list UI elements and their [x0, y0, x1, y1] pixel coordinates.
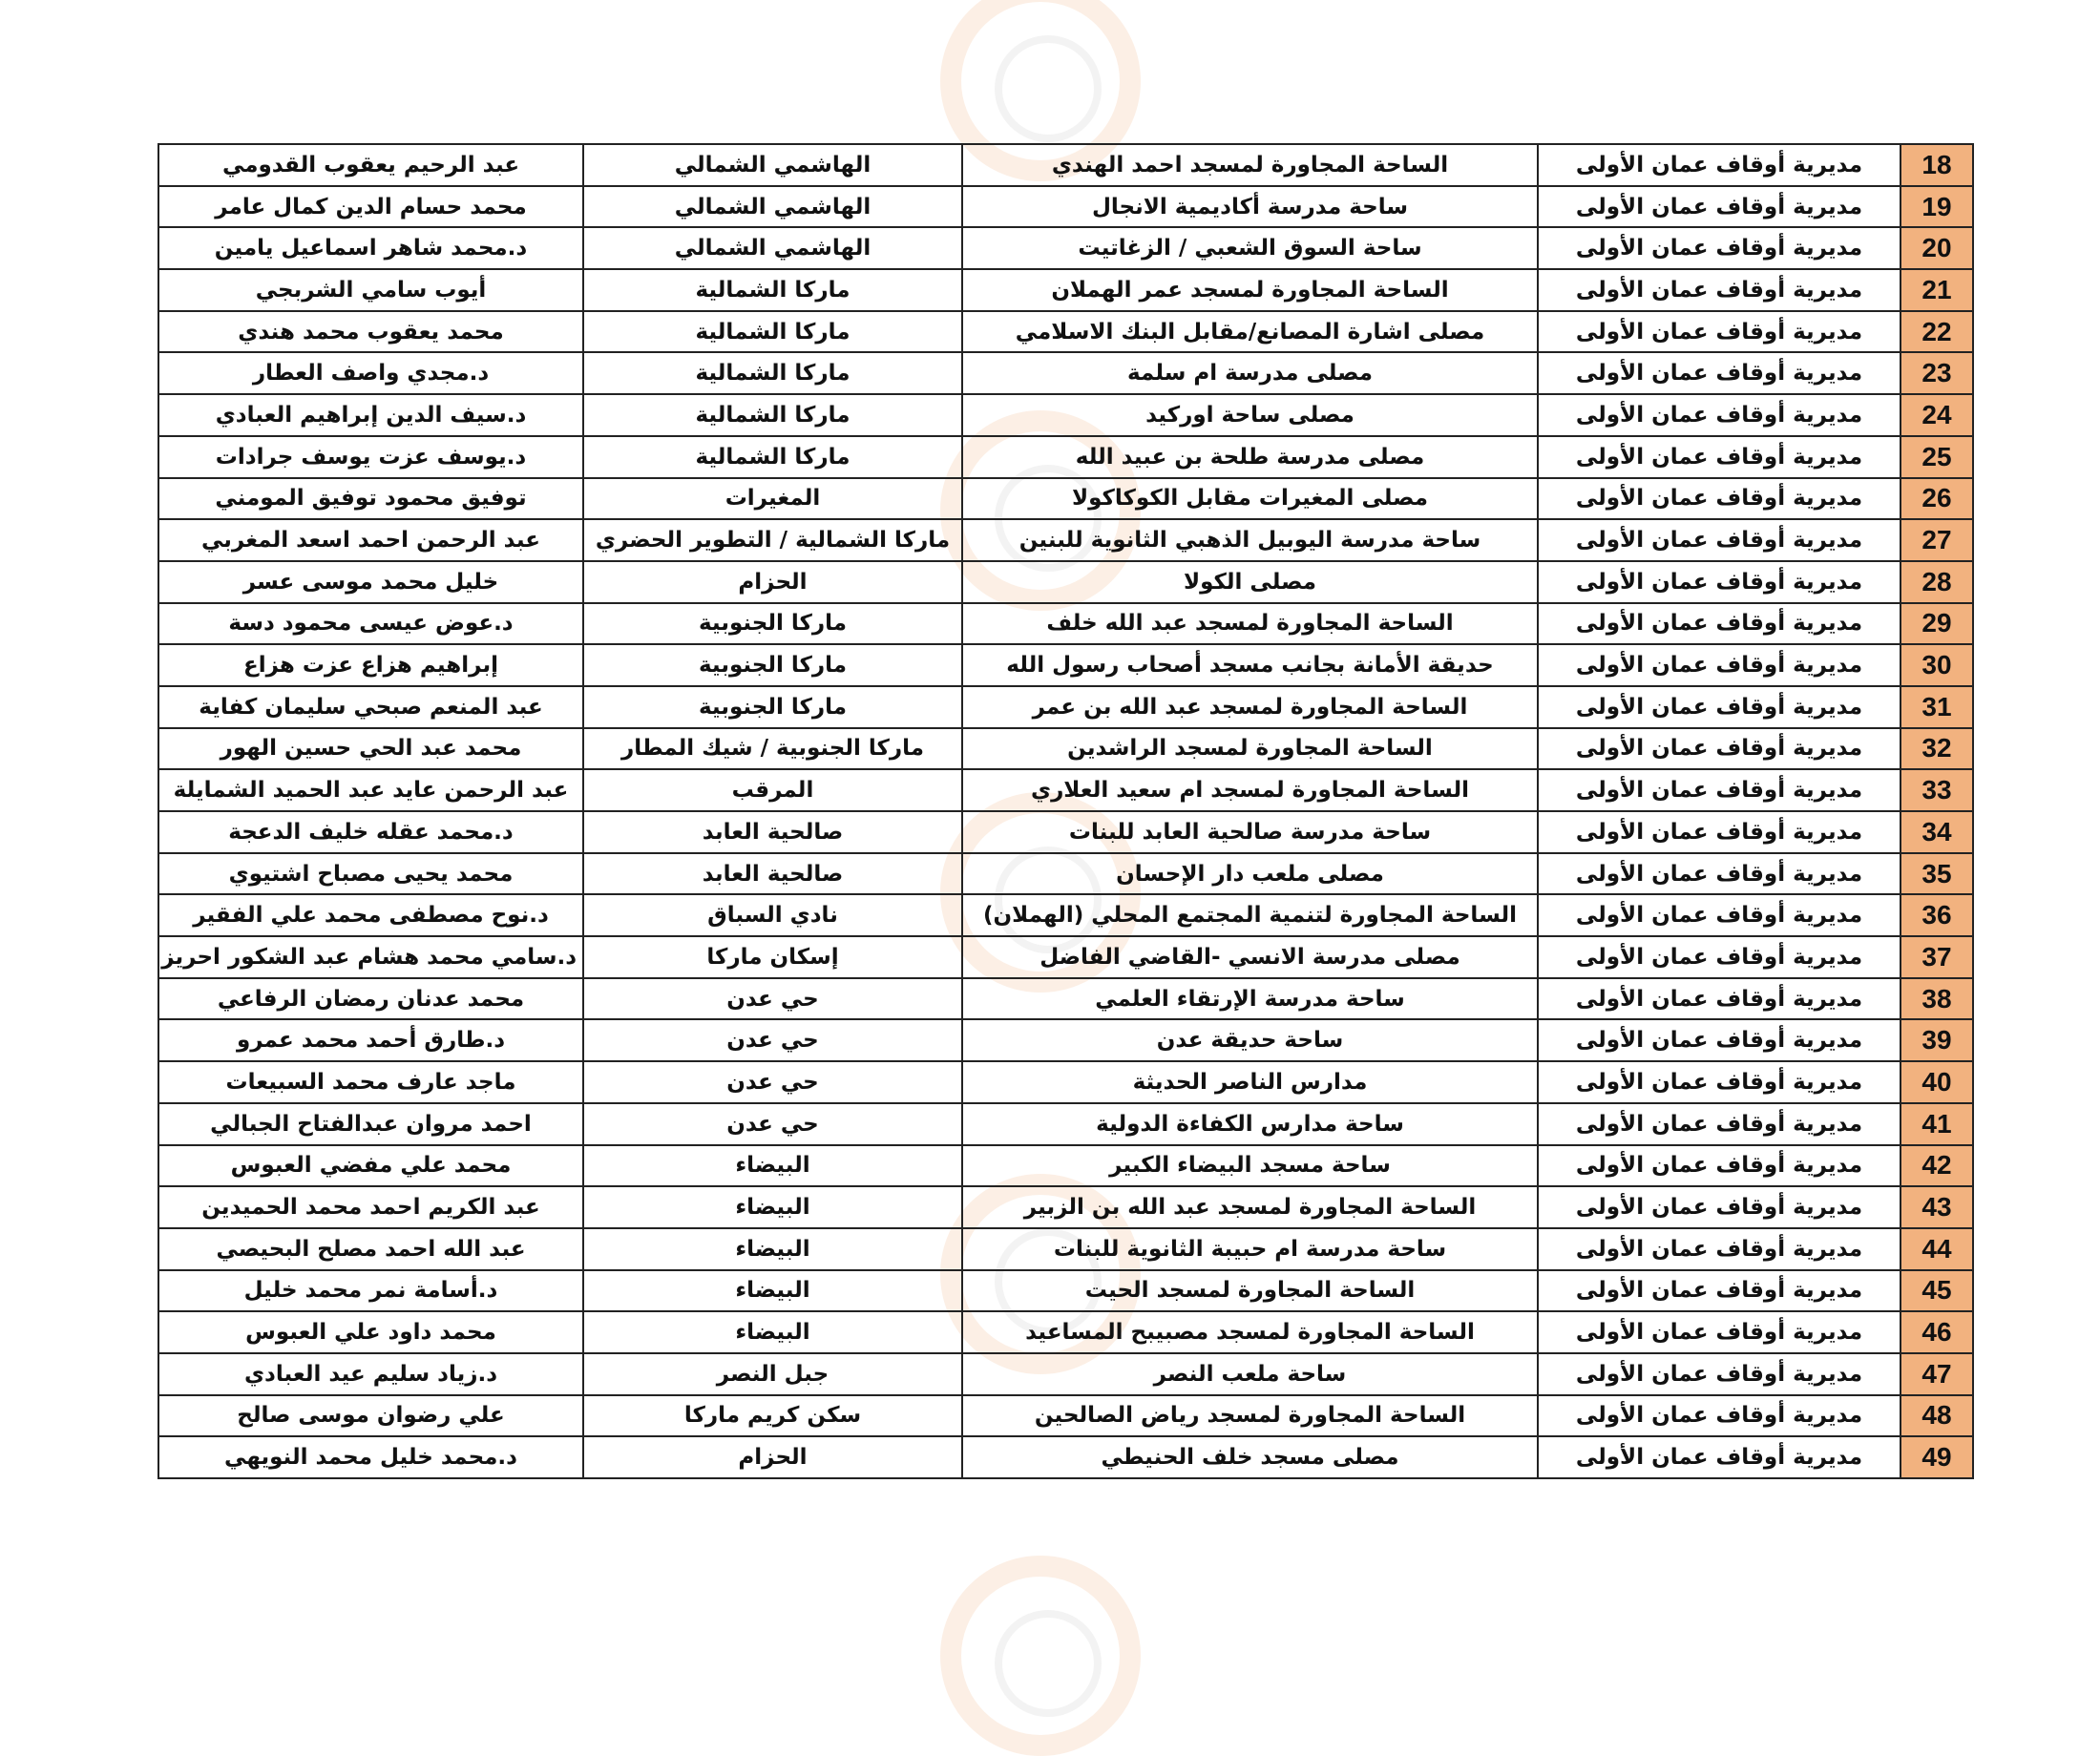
prayer-site-cell: ساحة السوق الشعبي / الزغاتيت: [962, 227, 1538, 269]
directorate-cell: مديرية أوقاف عمان الأولى: [1538, 728, 1900, 770]
row-number: 36: [1900, 894, 1973, 936]
row-number: 45: [1900, 1270, 1973, 1312]
row-number: 29: [1900, 603, 1973, 645]
table-row: [158, 352, 1973, 394]
prayer-site-cell: ساحة مدرسة صالحية العابد للبنات: [962, 811, 1538, 853]
imam-name-cell: احمد مروان عبدالفتاح الجبالي: [158, 1103, 583, 1145]
area-cell: نادي السباق: [583, 894, 962, 936]
imam-name-cell: د.يوسف عزت يوسف جرادات: [158, 436, 583, 478]
area-cell: سكن كريم ماركا: [583, 1395, 962, 1437]
prayer-site-cell: مصلى مدرسة ام سلمة: [962, 352, 1538, 394]
prayer-site-cell: ساحة مسجد البيضاء الكبير: [962, 1145, 1538, 1187]
table-row: [158, 269, 1973, 311]
table-row: [158, 519, 1973, 561]
prayer-site-cell: الساحة المجاورة لمسجد عبد الله خلف: [962, 603, 1538, 645]
table-row: [158, 853, 1973, 895]
directorate-cell: مديرية أوقاف عمان الأولى: [1538, 1061, 1900, 1103]
directorate-cell: مديرية أوقاف عمان الأولى: [1538, 394, 1900, 436]
prayer-site-cell: ساحة مدارس الكفاءة الدولية: [962, 1103, 1538, 1145]
area-cell: صالحية العابد: [583, 853, 962, 895]
directorate-cell: مديرية أوقاف عمان الأولى: [1538, 144, 1900, 186]
imam-name-cell: محمد علي مفضي العبوس: [158, 1145, 583, 1187]
table-row: [158, 894, 1973, 936]
directorate-cell: مديرية أوقاف عمان الأولى: [1538, 1270, 1900, 1312]
prayer-site-cell: ساحة مدرسة أكاديمية الانجال: [962, 186, 1538, 228]
table-row: [158, 1145, 1973, 1187]
row-number: 37: [1900, 936, 1973, 978]
directorate-cell: مديرية أوقاف عمان الأولى: [1538, 1228, 1900, 1270]
table-row: [158, 1436, 1973, 1478]
imam-name-cell: د.سيف الدين إبراهيم العبادي: [158, 394, 583, 436]
imam-name-cell: د.نوح مصطفى محمد علي الفقير: [158, 894, 583, 936]
imam-name-cell: د.مجدي واصف العطار: [158, 352, 583, 394]
imam-name-cell: عبد الرحمن احمد اسعد المغربي: [158, 519, 583, 561]
table-row: [158, 144, 1973, 186]
table-row: [158, 769, 1973, 811]
table-row: [158, 1186, 1973, 1228]
table-row: [158, 478, 1973, 520]
table-row: [158, 1103, 1973, 1145]
directorate-cell: مديرية أوقاف عمان الأولى: [1538, 269, 1900, 311]
area-cell: ماركا الشمالية: [583, 394, 962, 436]
prayer-site-cell: الساحة المجاورة لمسجد احمد الهندي: [962, 144, 1538, 186]
directorate-cell: مديرية أوقاف عمان الأولى: [1538, 1395, 1900, 1437]
prayer-site-cell: الساحة المجاورة لمسجد الحيت: [962, 1270, 1538, 1312]
imam-name-cell: محمد عبد الحي حسين الهور: [158, 728, 583, 770]
row-number: 30: [1900, 644, 1973, 686]
row-number: 31: [1900, 686, 1973, 728]
area-cell: الهاشمي الشمالي: [583, 227, 962, 269]
table-row: [158, 936, 1973, 978]
directorate-cell: مديرية أوقاف عمان الأولى: [1538, 561, 1900, 603]
prayer-site-cell: مصلى ملعب دار الإحسان: [962, 853, 1538, 895]
table-row: [158, 603, 1973, 645]
prayer-site-cell: مصلى اشارة المصانع/مقابل البنك الاسلامي: [962, 311, 1538, 353]
area-cell: البيضاء: [583, 1270, 962, 1312]
row-number: 18: [1900, 144, 1973, 186]
directorate-cell: مديرية أوقاف عمان الأولى: [1538, 519, 1900, 561]
directorate-cell: مديرية أوقاف عمان الأولى: [1538, 1353, 1900, 1395]
directorate-cell: مديرية أوقاف عمان الأولى: [1538, 811, 1900, 853]
imam-name-cell: محمد عدنان رمضان الرفاعي: [158, 978, 583, 1020]
row-number: 44: [1900, 1228, 1973, 1270]
area-cell: البيضاء: [583, 1145, 962, 1187]
imam-name-cell: د.محمد عقله خليف الدعجة: [158, 811, 583, 853]
area-cell: حي عدن: [583, 1019, 962, 1061]
area-cell: البيضاء: [583, 1228, 962, 1270]
prayer-sites-table: [158, 143, 1974, 1479]
directorate-cell: مديرية أوقاف عمان الأولى: [1538, 1145, 1900, 1187]
imam-name-cell: عبد المنعم صبحي سليمان كفاية: [158, 686, 583, 728]
imam-name-cell: عبد الرحمن عايد عبد الحميد الشمايلة: [158, 769, 583, 811]
imam-name-cell: د.عوض عيسى محمود دسة: [158, 603, 583, 645]
area-cell: ماركا الشمالية: [583, 436, 962, 478]
prayer-site-cell: ساحة مدرسة اليوبيل الذهبي الثانوية للبنين: [962, 519, 1538, 561]
directorate-cell: مديرية أوقاف عمان الأولى: [1538, 894, 1900, 936]
row-number: 25: [1900, 436, 1973, 478]
imam-name-cell: توفيق محمود توفيق المومني: [158, 478, 583, 520]
prayer-site-cell: مصلى المغيرات مقابل الكوكاكولا: [962, 478, 1538, 520]
area-cell: إسكان ماركا: [583, 936, 962, 978]
prayer-site-cell: الساحة المجاورة لمسجد عمر الهملان: [962, 269, 1538, 311]
row-number: 32: [1900, 728, 1973, 770]
imam-name-cell: محمد حسام الدين كمال عامر: [158, 186, 583, 228]
directorate-cell: مديرية أوقاف عمان الأولى: [1538, 978, 1900, 1020]
row-number: 47: [1900, 1353, 1973, 1395]
row-number: 24: [1900, 394, 1973, 436]
table-row: [158, 644, 1973, 686]
directorate-cell: مديرية أوقاف عمان الأولى: [1538, 186, 1900, 228]
row-number: 23: [1900, 352, 1973, 394]
imam-name-cell: محمد يعقوب محمد هندي: [158, 311, 583, 353]
prayer-site-cell: مصلى ساحة اوركيد: [962, 394, 1538, 436]
table-row: [158, 686, 1973, 728]
table-row: [158, 1353, 1973, 1395]
directorate-cell: مديرية أوقاف عمان الأولى: [1538, 1186, 1900, 1228]
prayer-site-cell: الساحة المجاورة لمسجد ام سعيد العلاري: [962, 769, 1538, 811]
table-row: [158, 978, 1973, 1020]
row-number: 48: [1900, 1395, 1973, 1437]
directorate-cell: مديرية أوقاف عمان الأولى: [1538, 436, 1900, 478]
prayer-site-cell: مصلى مدرسة الانسي -القاضي الفاضل: [962, 936, 1538, 978]
prayer-site-cell: ساحة حديقة عدن: [962, 1019, 1538, 1061]
table-row: [158, 1395, 1973, 1437]
row-number: 38: [1900, 978, 1973, 1020]
row-number: 46: [1900, 1311, 1973, 1353]
area-cell: جبل النصر: [583, 1353, 962, 1395]
area-cell: المغيرات: [583, 478, 962, 520]
directorate-cell: مديرية أوقاف عمان الأولى: [1538, 936, 1900, 978]
prayer-site-cell: مصلى مدرسة طلحة بن عبيد الله: [962, 436, 1538, 478]
area-cell: الحزام: [583, 1436, 962, 1478]
prayer-site-cell: مصلى مسجد خلف الحنيطي: [962, 1436, 1538, 1478]
area-cell: البيضاء: [583, 1311, 962, 1353]
prayer-site-cell: حديقة الأمانة بجانب مسجد أصحاب رسول الله: [962, 644, 1538, 686]
table-row: [158, 811, 1973, 853]
imam-name-cell: د.محمد خليل محمد النويهي: [158, 1436, 583, 1478]
table-row: [158, 436, 1973, 478]
table-row: [158, 1270, 1973, 1312]
directorate-cell: مديرية أوقاف عمان الأولى: [1538, 1436, 1900, 1478]
area-cell: ماركا الجنوبية / شيك المطار: [583, 728, 962, 770]
row-number: 42: [1900, 1145, 1973, 1187]
row-number: 39: [1900, 1019, 1973, 1061]
imam-name-cell: عبد الله احمد مصلح البحيصي: [158, 1228, 583, 1270]
imam-name-cell: محمد يحيى مصباح اشتيوي: [158, 853, 583, 895]
area-cell: الحزام: [583, 561, 962, 603]
row-number: 33: [1900, 769, 1973, 811]
row-number: 41: [1900, 1103, 1973, 1145]
watermark-logo: [940, 1556, 1141, 1756]
row-number: 28: [1900, 561, 1973, 603]
table-row: [158, 186, 1973, 228]
imam-name-cell: محمد داود علي العبوس: [158, 1311, 583, 1353]
table-row: [158, 1228, 1973, 1270]
row-number: 35: [1900, 853, 1973, 895]
prayer-site-cell: مصلى الكولا: [962, 561, 1538, 603]
directorate-cell: مديرية أوقاف عمان الأولى: [1538, 769, 1900, 811]
area-cell: ماركا الجنوبية: [583, 603, 962, 645]
row-number: 22: [1900, 311, 1973, 353]
imam-name-cell: عبد الرحيم يعقوب القدومي: [158, 144, 583, 186]
row-number: 21: [1900, 269, 1973, 311]
table-row: [158, 1061, 1973, 1103]
row-number: 26: [1900, 478, 1973, 520]
table-row: [158, 311, 1973, 353]
prayer-site-cell: ساحة مدرسة ام حبيبة الثانوية للبنات: [962, 1228, 1538, 1270]
directorate-cell: مديرية أوقاف عمان الأولى: [1538, 1311, 1900, 1353]
row-number: 49: [1900, 1436, 1973, 1478]
prayer-site-cell: الساحة المجاورة لتنمية المجتمع المحلي (الهملان): [962, 894, 1538, 936]
directorate-cell: مديرية أوقاف عمان الأولى: [1538, 352, 1900, 394]
area-cell: ماركا الجنوبية: [583, 686, 962, 728]
area-cell: صالحية العابد: [583, 811, 962, 853]
area-cell: الهاشمي الشمالي: [583, 186, 962, 228]
imam-name-cell: أيوب سامي الشربجي: [158, 269, 583, 311]
prayer-site-cell: الساحة المجاورة لمسجد الراشدين: [962, 728, 1538, 770]
area-cell: حي عدن: [583, 978, 962, 1020]
imam-name-cell: د.زياد سليم عيد العبادي: [158, 1353, 583, 1395]
table-row: [158, 1311, 1973, 1353]
table-row: [158, 394, 1973, 436]
imam-name-cell: إبراهيم هزاع عزت هزاع: [158, 644, 583, 686]
directorate-cell: مديرية أوقاف عمان الأولى: [1538, 1019, 1900, 1061]
table-row: [158, 728, 1973, 770]
directorate-cell: مديرية أوقاف عمان الأولى: [1538, 853, 1900, 895]
directorate-cell: مديرية أوقاف عمان الأولى: [1538, 686, 1900, 728]
table-body: [158, 144, 1973, 1478]
prayer-site-cell: الساحة المجاورة لمسجد مصبيبح المساعيد: [962, 1311, 1538, 1353]
directorate-cell: مديرية أوقاف عمان الأولى: [1538, 603, 1900, 645]
prayer-site-cell: مدارس الناصر الحديثة: [962, 1061, 1538, 1103]
row-number: 40: [1900, 1061, 1973, 1103]
prayer-site-cell: ساحة مدرسة الإرتقاء العلمي: [962, 978, 1538, 1020]
prayer-site-cell: ساحة ملعب النصر: [962, 1353, 1538, 1395]
prayer-site-cell: الساحة المجاورة لمسجد رياض الصالحين: [962, 1395, 1538, 1437]
imam-name-cell: د.طارق أحمد محمد عمرو: [158, 1019, 583, 1061]
imam-name-cell: خليل محمد موسى عسر: [158, 561, 583, 603]
row-number: 20: [1900, 227, 1973, 269]
imam-name-cell: د.أسامة نمر محمد خليل: [158, 1270, 583, 1312]
directorate-cell: مديرية أوقاف عمان الأولى: [1538, 1103, 1900, 1145]
row-number: 27: [1900, 519, 1973, 561]
prayer-site-cell: الساحة المجاورة لمسجد عبد الله بن عمر: [962, 686, 1538, 728]
area-cell: ماركا الشمالية: [583, 311, 962, 353]
area-cell: الهاشمي الشمالي: [583, 144, 962, 186]
table-row: [158, 561, 1973, 603]
imam-name-cell: د.محمد شاهر اسماعيل يامين: [158, 227, 583, 269]
area-cell: ماركا الشمالية: [583, 269, 962, 311]
area-cell: البيضاء: [583, 1186, 962, 1228]
area-cell: حي عدن: [583, 1061, 962, 1103]
directorate-cell: مديرية أوقاف عمان الأولى: [1538, 644, 1900, 686]
imam-name-cell: عبد الكريم احمد محمد الحميدين: [158, 1186, 583, 1228]
prayer-site-cell: الساحة المجاورة لمسجد عبد الله بن الزبير: [962, 1186, 1538, 1228]
row-number: 34: [1900, 811, 1973, 853]
area-cell: ماركا الشمالية / التطوير الحضري: [583, 519, 962, 561]
imam-name-cell: ماجد عارف محمد السبيعات: [158, 1061, 583, 1103]
area-cell: ماركا الجنوبية: [583, 644, 962, 686]
row-number: 43: [1900, 1186, 1973, 1228]
area-cell: ماركا الشمالية: [583, 352, 962, 394]
area-cell: المرقب: [583, 769, 962, 811]
directorate-cell: مديرية أوقاف عمان الأولى: [1538, 478, 1900, 520]
imam-name-cell: د.سامي محمد هشام عبد الشكور احريز: [158, 936, 583, 978]
area-cell: حي عدن: [583, 1103, 962, 1145]
imam-name-cell: علي رضوان موسى صالح: [158, 1395, 583, 1437]
table-row: [158, 227, 1973, 269]
directorate-cell: مديرية أوقاف عمان الأولى: [1538, 311, 1900, 353]
directorate-cell: مديرية أوقاف عمان الأولى: [1538, 227, 1900, 269]
table-row: [158, 1019, 1973, 1061]
row-number: 19: [1900, 186, 1973, 228]
